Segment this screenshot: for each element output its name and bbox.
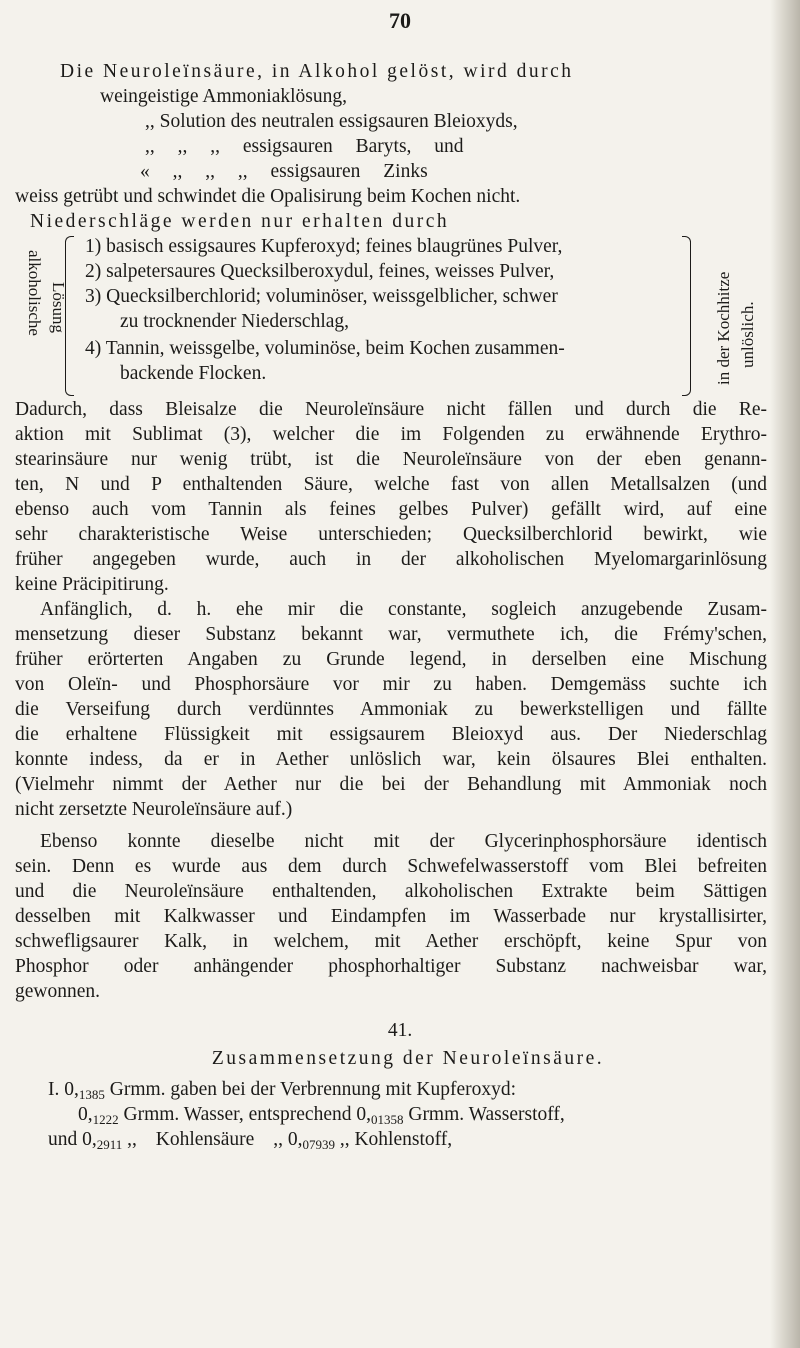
text-line: desselben mit Kalkwasser und Eindampfen im Wasserbade nur krystallisirter, [15,906,767,927]
text-line: Anfänglich, d. h. ehe mir die constante, sogleich anzugebende Zusam- [40,599,767,620]
side-note-right: unlöslich. [738,301,757,368]
text-line: « ,, ,, ,, essigsauren Zinks [140,161,428,182]
text-line: sehr charakteristische Weise unterschieden; Quecksilberchlorid bewirkt, wie [15,524,767,545]
value-digits: 1385 [78,1087,105,1102]
value: 0, [64,1079,79,1100]
text-line: keine Präcipitirung. [15,574,169,595]
text-line: früher erörterten Angaben zu Grunde legend, in derselben eine Mischung [15,649,767,670]
right-brace [682,236,691,396]
value-digits: 01358 [370,1112,404,1127]
value: 0, [356,1104,371,1125]
section-title: Zusammensetzung der Neuroleïnsäure. [211,1048,605,1069]
text-line: die Verseifung durch verdünntes Ammoniak zu bewerkstelligen und fällte [15,699,767,720]
value: 0, [82,1129,97,1150]
text-line: 3) Quecksilberchlorid; voluminöser, weissgelblicher, schwer [85,286,558,307]
side-note-left: alkoholische [25,250,44,336]
text-line: Phosphor oder anhängender phosphorhaltiger Substanz nachweisbar war, [15,956,767,977]
text-line: 4) Tannin, weissgelbe, voluminöse, beim Kochen zusammen- [85,338,565,359]
analysis-line-3 [48,1128,452,1157]
value-digits: 2911 [96,1137,123,1152]
page-edge-shadow [770,0,800,1348]
text-line: schwefligsaurer Kalk, in welchem, mit Aether erschöpft, keine Spur von [15,931,767,952]
text-line: ten, N und P enthaltenden Säure, welche fast von allen Metallsalzen (und [15,474,767,495]
text-line: Dadurch, dass Bleisalze die Neuroleïnsäure nicht fällen und durch die Re- [15,399,767,420]
text-line: von Oleïn- und Phosphorsäure vor mir zu haben. Demgemäss suchte ich [15,674,767,695]
page-number: 70 [389,8,411,33]
side-note-right: in der Kochhitze [714,271,733,385]
text-line: mensetzung dieser Substanz bekannt war, vermuthete ich, die Frémy'schen, [15,624,767,645]
text: Grmm. Wasser, entsprechend [123,1104,352,1125]
text-line: Niederschläge werden nur erhalten durch [30,211,450,232]
text-line: aktion mit Sublimat (3), welcher die im Folgenden zu erwähnende Erythro- [15,424,767,445]
side-note-left: Lösung [49,282,68,333]
value: 0, [287,1129,303,1150]
text-line: ,, Solution des neutralen essigsauren Bleioxyds, [145,111,518,132]
text-line: und die Neuroleïnsäure enthaltenden, alkoholischen Extrakte beim Sättigen [15,881,767,902]
text-line: Ebenso konnte dieselbe nicht mit der Glycerinphosphorsäure identisch [40,831,767,852]
label: und [48,1129,78,1150]
text: ,, Kohlenstoff, [339,1129,453,1150]
text-line: ebenso auch vom Tannin als feines gelbes Pulver) gefällt wird, auf eine [15,499,767,520]
text-line: stearinsäure nur wenig trübt, ist die Neuroleïnsäure von der eben genann- [15,449,767,470]
text-line: weiss getrübt und schwindet die Opalisirung beim Kochen nicht. [15,186,521,207]
text-line: 2) salpetersaures Quecksilberoxydul, feines, weisses Pulver, [85,261,555,282]
value-digits: 1222 [92,1112,119,1127]
text-line: ,, ,, ,, essigsauren Baryts, und [145,136,464,157]
text: ,, Kohlensäure ,, [127,1129,283,1150]
text-line: 1) basisch essigsaures Kupferoxyd; feines blaugrünes Pulver, [85,236,563,257]
text-line: gewonnen. [15,981,101,1002]
text-line: sein. Denn es wurde aus dem durch Schwefelwasserstoff vom Blei befreiten [15,856,767,877]
value-digits: 07939 [302,1137,335,1152]
text-line: Die Neuroleïnsäure, in Alkohol gelöst, wird durch [60,61,574,82]
text-line: (Vielmehr nimmt der Aether nur die bei der Behandlung mit Ammoniak noch [15,774,767,795]
text-line: früher angegeben wurde, auch in der alkoholischen Myelomargarinlösung [15,549,767,570]
text-line: zu trocknender Niederschlag, [120,311,350,332]
text: Grmm. Wasserstoff, [408,1104,565,1125]
text-line: backende Flocken. [120,363,267,384]
label: I. [48,1079,60,1100]
section-number: 41. [387,1020,413,1041]
text-line: die erhaltene Flüssigkeit mit essigsaurem Bleioxyd aus. Der Niederschlag [15,724,767,745]
text-line: konnte indess, da er in Aether unlöslich war, kein ölsaures Blei enthalten. [15,749,767,770]
text: Grmm. gaben bei der Verbrennung mit Kupferoxyd: [109,1079,517,1100]
text-line: weingeistige Ammoniaklösung, [100,86,347,107]
text-line: nicht zersetzte Neuroleïnsäure auf.) [15,799,293,820]
value: 0, [78,1104,93,1125]
